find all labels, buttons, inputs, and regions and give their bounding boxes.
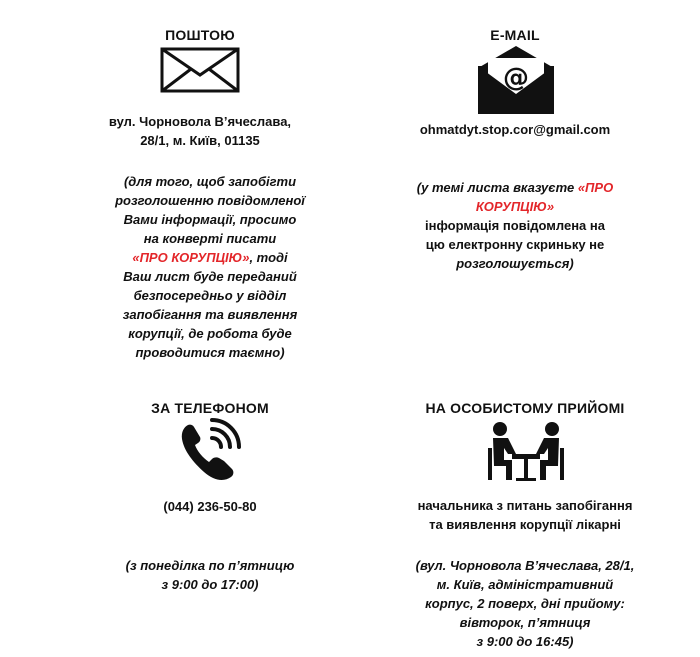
email-note [395, 178, 635, 273]
post-note-line-red [80, 248, 340, 267]
email-note-red: КОРУПЦІЮ» [475, 199, 555, 214]
post-note-line: корупції, де робота буде [128, 326, 292, 341]
email-address[interactable]: ohmatdyt.stop.cor@gmail.com [419, 122, 611, 137]
post-note-line: безпосередньо у відділ [133, 288, 287, 303]
email-note-prefix: (у темі листа вказуєте [416, 180, 578, 195]
phone-hours-line2: з 9:00 до 17:00) [161, 577, 259, 592]
post-note-red: «ПРО КОРУПЦІЮ» [132, 250, 250, 265]
phone-hours-line1: (з понеділка по п’ятницю [125, 558, 295, 573]
email-note-red: «ПРО [577, 180, 614, 195]
inperson-note-line: м. Київ, адміністративний [436, 577, 614, 592]
meeting-icon [486, 420, 566, 484]
email-note-line: розголошується) [456, 256, 574, 271]
email-envelope-icon [474, 44, 558, 116]
post-note [80, 172, 340, 362]
inperson-desc-line1: начальника з питань запобігання [417, 498, 633, 513]
inperson-note-line: (вул. Чорновола В’ячеслава, 28/1, [415, 558, 635, 573]
phone-hours [90, 556, 330, 594]
email-note-line [395, 197, 635, 216]
inperson-note-line: корпус, 2 поверх, дні прийому: [425, 596, 625, 611]
inperson-description [395, 496, 655, 534]
phone-number[interactable]: (044) 236-50-80 [163, 499, 257, 514]
phone-icon [176, 415, 246, 485]
post-address-line1: вул. Чорновола В’ячеслава, [108, 114, 292, 129]
post-note-line: Вами інформації, просимо [123, 212, 297, 227]
inperson-note-line: вівторок, п’ятниця [459, 615, 591, 630]
post-note-line: Ваш лист буде переданий [123, 269, 297, 284]
inperson-title: НА ОСОБИСТОМУ ПРИЙОМІ [425, 400, 625, 416]
post-address [80, 112, 320, 150]
inperson-note [395, 556, 655, 651]
post-title: ПОШТОЮ [165, 27, 235, 43]
post-note-line: (для того, щоб запобігти [123, 174, 297, 189]
post-note-line: запобігання та виявлення [122, 307, 298, 322]
email-note-line: інформація повідомлена на [425, 218, 605, 233]
post-address-line2: 28/1, м. Київ, 01135 [140, 133, 260, 148]
post-note-line: розголошенню повідомленої [115, 193, 305, 208]
svg-text:@: @ [503, 63, 529, 93]
post-note-red-suffix: , тоді [249, 250, 288, 265]
inperson-desc-line2: та виявлення корупції лікарні [429, 517, 621, 532]
post-note-line: проводитися таємно) [135, 345, 285, 360]
envelope-icon [160, 47, 240, 93]
inperson-note-line: з 9:00 до 16:45) [476, 634, 574, 649]
email-title: E-MAIL [490, 27, 540, 43]
email-note-line: цю електронну скриньку не [425, 237, 605, 252]
post-note-line: на конверті писати [143, 231, 277, 246]
phone-title: ЗА ТЕЛЕФОНОМ [151, 400, 269, 416]
email-note-line [395, 178, 635, 197]
